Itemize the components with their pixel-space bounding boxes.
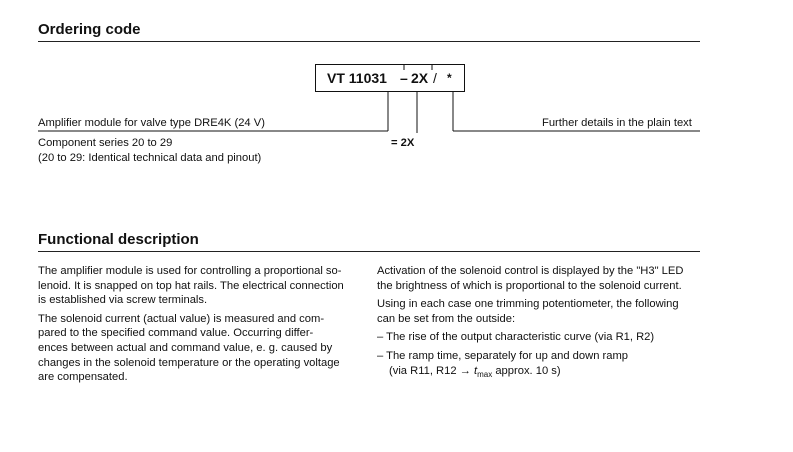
text-line: the brightness of which is proportional to the solenoid current. xyxy=(377,279,682,292)
paragraph xyxy=(38,312,344,385)
heading-rule xyxy=(38,251,700,252)
code-model: VT 11031 xyxy=(327,70,387,86)
code-dash: – xyxy=(400,70,408,86)
paragraph xyxy=(38,264,344,308)
t-max-symbol: t xyxy=(473,364,478,377)
series-value: = 2X xyxy=(391,137,415,149)
text-line: Activation of the solenoid control is displayed by the "H3" LED xyxy=(377,265,684,277)
component-series-note: (20 to 29: Identical technical data and pinout) xyxy=(38,152,262,164)
heading-rule xyxy=(38,41,700,42)
text-line: – The ramp time, separately for up and down ramp xyxy=(377,349,629,362)
text-line: The amplifier module is used for controlling a proportional so- xyxy=(38,265,342,277)
code-suffix: * xyxy=(447,71,452,85)
text-fragment: approx. 10 s) xyxy=(492,364,561,377)
further-details-label: Further details in the plain text xyxy=(542,117,692,129)
text-line: are compensated. xyxy=(38,371,128,384)
amplifier-module-label: Amplifier module for valve type DRE4K (24 V) xyxy=(38,117,265,129)
text-line: changes in the solenoid temperature or the operating voltage xyxy=(38,356,340,369)
text-line: pared to the specified command value. Occurring differ- xyxy=(38,327,314,340)
text-line: The solenoid current (actual value) is measured and com- xyxy=(38,312,325,325)
paragraph xyxy=(377,297,683,326)
text-line: lenoid. It is snapped on top hat rails. The electrical connection xyxy=(38,279,344,292)
ordering-code-heading: Ordering code xyxy=(38,21,141,38)
text-line: can be set from the outside: xyxy=(377,312,516,325)
functional-right-column xyxy=(377,264,683,382)
code-series: 2X xyxy=(411,70,429,86)
text-line: – The rise of the output characteristic curve (via R1, R2) xyxy=(377,331,655,344)
text-line: is established via screw terminals. xyxy=(38,294,208,307)
functional-description-heading: Functional description xyxy=(38,231,199,248)
t-max-subscript: max xyxy=(477,369,493,379)
paragraph xyxy=(377,264,683,293)
bullet-item xyxy=(377,330,683,345)
text-line xyxy=(377,364,683,383)
text-line: ences between actual and command value, e. g. caused by xyxy=(38,341,333,354)
text-line: Using in each case one trimming potentiometer, the following xyxy=(377,298,679,311)
component-series-label: Component series 20 to 29 xyxy=(38,137,173,149)
functional-left-column xyxy=(38,264,344,389)
bullet-item xyxy=(377,349,683,382)
text-fragment: (via R11, R12 → xyxy=(389,364,474,377)
code-slash: / xyxy=(433,70,437,86)
